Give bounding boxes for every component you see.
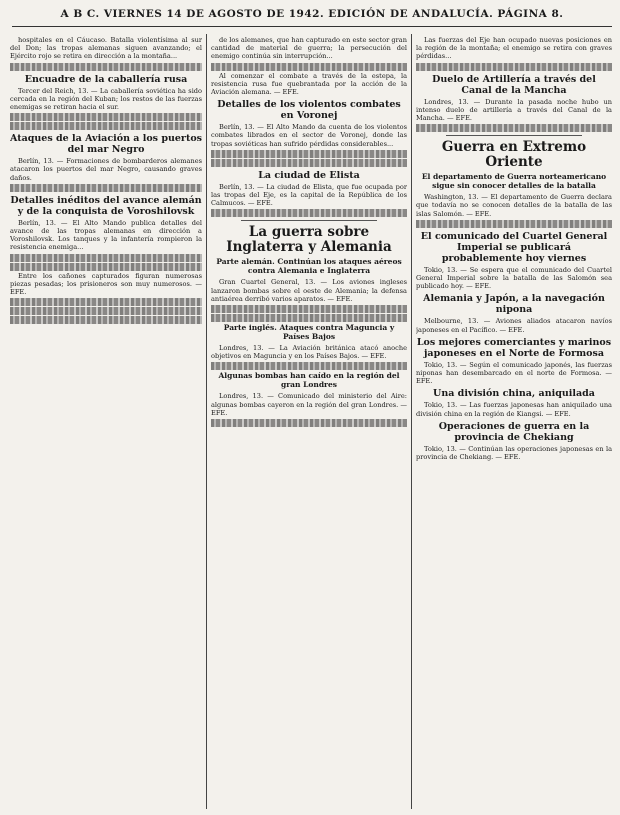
article-text: Las fuerzas del Eje han ocupado nuevas posiciones en la región de la montaña; el enemigo se retira con graves pérdidas...: [416, 36, 612, 61]
article-text: Entre los cañones capturados figuran numerosas piezas pesadas; los prisioneros son muy numerosos. — EFE.: [10, 271, 202, 297]
headline: Encuadre de la caballería rusa: [24, 73, 188, 85]
article-text: Washington, 13. — El departamento de Guerra declara que todavía no se conocen detalles de la batalla de las islas Salomón. — EFE.: [416, 193, 612, 218]
headline-large: Guerra en Extremo Oriente: [441, 139, 587, 171]
article-text: Gran Cuartel General, 13. — Los aviones ingleses lanzaron bombas sobre el oeste de Alemania; la defensa antiaérea derribó varios aparatos. — EFE.: [211, 278, 407, 303]
article-text: hospitales en el Cáucaso. Batalla violentísima al sur del Don; las tropas alemanas siguen avanzando; el Ejército rojo se retira en dirección a la montaña...: [10, 36, 202, 61]
text-lines: [211, 150, 407, 158]
headline: Los mejores comerciantes y marinos japoneses en el Norte de Formosa: [416, 336, 612, 359]
article-text: Tokio, 13. — Continúan las operaciones japonesas en la provincia de Chekiang. — EFE.: [416, 444, 612, 462]
article-text: Tokio, 13. — Se espera que el comunicado del Cuartel General Imperial sobre la batalla de las Salomón sea publicado hoy. — EFE.: [416, 265, 612, 291]
subheadline: Parte alemán. Continúan los ataques aéreos contra Alemania e Inglaterra: [216, 257, 402, 276]
divider: [241, 220, 377, 221]
article-text: Al comenzar el combate a través de la estepa, la resistencia rusa fue quebrantada por la acción de la Aviación alemana. — EFE.: [211, 71, 407, 97]
headline: Ataques de la Aviación a los puertos del mar Negro: [10, 133, 202, 156]
article-text: Berlín, 13. — El Alto Mando da cuenta de los violentos combates librados en el sector de Voronej, donde las tropas soviéticas han sufrido pérdidas considerables...: [211, 123, 407, 148]
text-lines: [10, 122, 202, 130]
headline: Detalles inéditos del avance alemán y de la conquista de Voroshilovsk: [10, 194, 202, 217]
headline: Una división china, aniquilada: [433, 388, 595, 400]
column-rule: [206, 34, 207, 809]
text-lines: [10, 298, 202, 306]
text-lines: [10, 316, 202, 324]
text-lines: [10, 63, 202, 71]
text-lines: [211, 159, 407, 167]
article-text: Tercer del Reich, 13. — La caballería soviética ha sido cercada en la región del Kuban; los restos de las fuerzas enemigas se retiran hacia el sur.: [10, 86, 202, 112]
article-text: Londres, 13. — Durante la pasada noche hubo un intenso duelo de artillería a través del Canal de la Mancha. — EFE.: [416, 97, 612, 123]
text-lines: [416, 63, 612, 71]
article-text: Berlín, 13. — La ciudad de Elista, que fue ocupada por las tropas del Eje, es la capital de la República de los Calmucos. — EFE.: [211, 182, 407, 208]
page-header: A B C. VIERNES 14 DE AGOSTO DE 1942. EDICIÓN DE ANDALUCÍA. PÁGINA 8.: [12, 8, 612, 27]
text-lines: [416, 220, 612, 228]
text-lines: [211, 419, 407, 427]
subheadline: Algunas bombas han caído en la región del gran Londres: [218, 371, 400, 390]
headline: Detalles de los violentos combates en Voronej: [217, 99, 401, 122]
text-lines: [211, 314, 407, 322]
article-text: Tokio, 13. — Según el comunicado japonés, las fuerzas niponas han desembarcado en el norte de Formosa. — EFE.: [416, 360, 612, 386]
article-text: Berlín, 13. — Formaciones de bombarderos alemanes atacaron los puertos del mar Negro, causando graves daños.: [10, 157, 202, 182]
text-lines: [211, 305, 407, 313]
text-lines: [416, 124, 612, 132]
headline: Operaciones de guerra en la provincia de Chekiang: [438, 420, 590, 443]
text-lines: [10, 307, 202, 315]
headline: Duelo de Artillería a través del Canal de la Mancha: [432, 73, 596, 96]
article-text: Londres, 13. — La Aviación británica atacó anoche objetivos en Maguncia y en los Países Bajos. — EFE.: [211, 344, 407, 361]
article-text: de los alemanes, que han capturado en este sector gran cantidad de material de guerra; la persecución del enemigo continúa sin interrupción...: [211, 36, 407, 61]
text-lines: [211, 209, 407, 217]
headline: El comunicado del Cuartel General Imperial se publicará probablemente hoy viernes: [420, 230, 608, 264]
subheadline: Parte inglés. Ataques contra Maguncia y Países Bajos: [223, 323, 395, 342]
subheadline: El departamento de Guerra norteamericano sigue sin conocer detalles de la batalla: [421, 172, 607, 191]
text-lines: [211, 362, 407, 370]
divider: [446, 135, 582, 136]
headline: Alemania y Japón, a la navegación nipona: [423, 293, 605, 316]
text-lines: [10, 254, 202, 262]
article-text: Melbourne, 13. — Aviones aliados atacaron navíos japoneses en el Pacífico. — EFE.: [416, 317, 612, 334]
column-3: [416, 36, 612, 809]
headline: La ciudad de Elista: [258, 169, 360, 181]
column-2: [211, 36, 407, 809]
article-text: Berlín, 13. — El Alto Mando publica detalles del avance de las tropas alemanas en dirección a Voroshilovsk. Los tanques y la infantería rompieron la resistencia enemiga...: [10, 218, 202, 252]
text-lines: [211, 63, 407, 71]
headline-large: La guerra sobre Inglaterra y Alemania: [226, 224, 392, 256]
text-lines: [10, 184, 202, 192]
article-text: Londres, 13. — Comunicado del ministerio del Aire: algunas bombas cayeron en la región del gran Londres. — EFE.: [211, 392, 407, 417]
column-1: [10, 36, 202, 809]
article-text: Tokio, 13. — Las fuerzas japonesas han aniquilado una división china en la región de Kiangsi. — EFE.: [416, 401, 612, 418]
column-rule: [411, 34, 412, 809]
text-lines: [10, 263, 202, 271]
text-lines: [10, 113, 202, 121]
